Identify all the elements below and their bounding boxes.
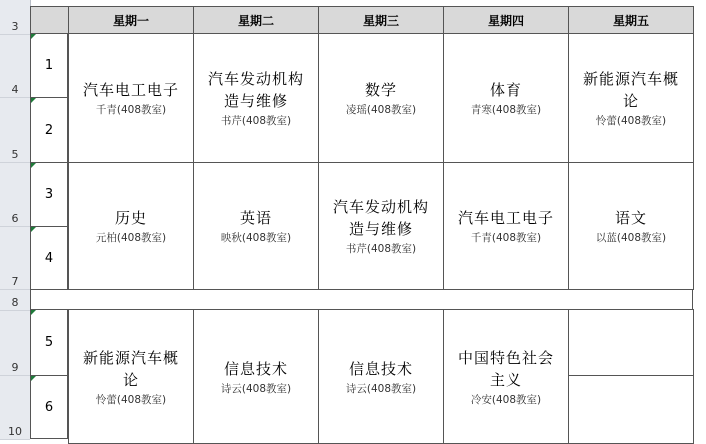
class-cell-wed-p3-4[interactable] <box>318 162 444 290</box>
period-number-4[interactable]: 4 <box>30 226 68 290</box>
subject-name: 数学 <box>364 81 397 99</box>
period-number-6[interactable]: 6 <box>30 375 68 439</box>
teacher-room: 千青(408教室) <box>95 104 167 116</box>
header-friday[interactable]: 星期五 <box>568 6 694 34</box>
teacher-room: 诗云(408教室) <box>220 382 292 395</box>
class-cell-thu-p3-4[interactable] <box>443 162 569 290</box>
header-wednesday[interactable]: 星期三 <box>318 6 444 34</box>
comment-indicator <box>31 376 36 381</box>
row-header-9[interactable]: 9 <box>0 310 30 376</box>
row-header-3[interactable]: 3 <box>0 0 30 35</box>
comment-indicator <box>31 163 36 168</box>
comment-indicator <box>31 310 36 315</box>
row-header-5[interactable]: 5 <box>0 97 30 163</box>
subject-name: 新能源汽车概论 <box>582 70 679 110</box>
class-cell-wed-p5-6[interactable] <box>318 309 444 444</box>
subject-name: 体育 <box>489 81 522 99</box>
class-cell-mon-p3-4[interactable] <box>68 162 194 290</box>
header-tuesday[interactable]: 星期二 <box>193 6 319 34</box>
class-cell-thu-p5-6[interactable] <box>443 309 569 444</box>
class-cell-thu-p1-2[interactable] <box>443 33 569 163</box>
class-cell-wed-p1-2[interactable] <box>318 33 444 163</box>
teacher-room: 怜蕾(408教室) <box>595 115 667 127</box>
teacher-room: 青寒(408教室) <box>470 104 542 116</box>
subject-name: 新能源汽车概论 <box>82 348 179 389</box>
teacher-room: 映秋(408教室) <box>220 232 292 244</box>
class-cell-mon-p5-6[interactable] <box>68 309 194 444</box>
row-header-4[interactable]: 4 <box>0 34 30 98</box>
teacher-room: 以蓝(408教室) <box>595 232 667 244</box>
teacher-room: 书芹(408教室) <box>345 243 417 255</box>
teacher-room: 凌瑶(408教室) <box>345 104 417 116</box>
class-cell-fri-p5[interactable] <box>568 309 694 376</box>
period-number-3[interactable]: 3 <box>30 162 68 227</box>
period-number-5[interactable]: 5 <box>30 309 68 376</box>
teacher-room: 怜蕾(408教室) <box>95 393 167 406</box>
class-cell-tue-p5-6[interactable] <box>193 309 319 444</box>
teacher-room: 书芹(408教室) <box>220 115 292 127</box>
class-cell-mon-p1-2[interactable] <box>68 33 194 163</box>
header-corner[interactable] <box>30 6 69 34</box>
row-header-8[interactable]: 8 <box>0 289 30 311</box>
subject-name: 汽车发动机构造与维修 <box>332 198 429 238</box>
subject-name: 汽车发动机构造与维修 <box>207 70 304 110</box>
teacher-room: 元柏(408教室) <box>95 232 167 244</box>
subject-name: 历史 <box>114 209 147 227</box>
row-header-6[interactable]: 6 <box>0 162 30 227</box>
class-cell-tue-p3-4[interactable] <box>193 162 319 290</box>
header-monday[interactable]: 星期一 <box>68 6 194 34</box>
period-number-1[interactable]: 1 <box>30 33 68 98</box>
comment-indicator <box>31 34 36 39</box>
comment-indicator <box>31 98 36 103</box>
class-cell-fri-p1-2[interactable] <box>568 33 694 163</box>
row-header-10[interactable]: 10 <box>0 375 30 440</box>
subject-name: 中国特色社会主义 <box>457 348 554 389</box>
teacher-room: 冷安(408教室) <box>470 393 542 406</box>
class-cell-tue-p1-2[interactable] <box>193 33 319 163</box>
subject-name: 英语 <box>239 209 272 227</box>
subject-name: 信息技术 <box>348 359 413 378</box>
subject-name: 信息技术 <box>223 359 288 378</box>
row-header-7[interactable]: 7 <box>0 226 30 290</box>
subject-name: 汽车电工电子 <box>82 81 179 99</box>
comment-indicator <box>31 227 36 232</box>
teacher-room: 诗云(408教室) <box>345 382 417 395</box>
class-cell-fri-p3-4[interactable] <box>568 162 694 290</box>
subject-name: 汽车电工电子 <box>457 209 554 227</box>
break-row[interactable] <box>30 289 693 310</box>
period-number-2[interactable]: 2 <box>30 97 68 163</box>
class-cell-fri-p6[interactable] <box>568 375 694 444</box>
subject-name: 语文 <box>614 209 647 227</box>
teacher-room: 千青(408教室) <box>470 232 542 244</box>
header-thursday[interactable]: 星期四 <box>443 6 569 34</box>
